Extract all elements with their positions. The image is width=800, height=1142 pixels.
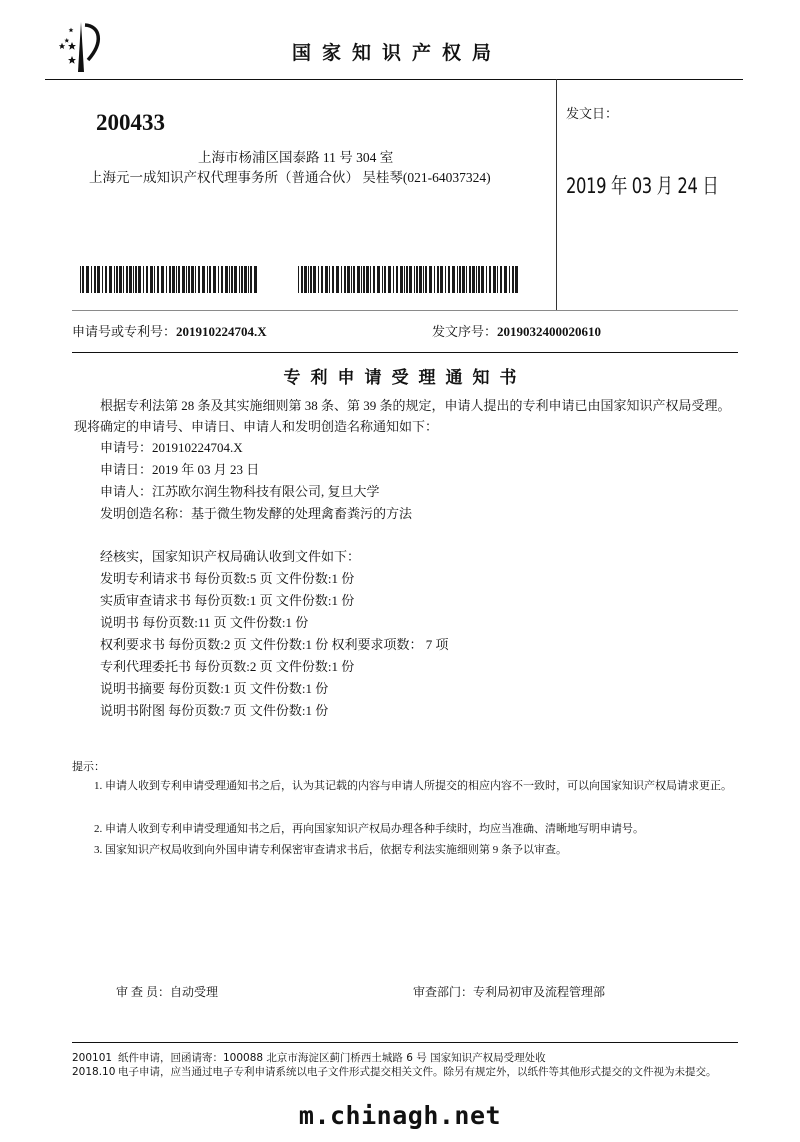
barcode-bar	[493, 266, 496, 293]
barcode-bar	[138, 266, 141, 293]
barcode-bar	[406, 266, 408, 293]
barcode-bar	[169, 266, 171, 293]
serial-number-value: 2019032400020610	[497, 324, 602, 339]
barcode-bar	[321, 266, 323, 293]
barcode-bar	[198, 266, 200, 293]
barcode-bar	[429, 266, 432, 293]
barcode-bar	[234, 266, 237, 293]
document-item: 实质审查请求书 每份页数:1 页 文件份数:1 份	[100, 593, 355, 608]
barcode-bar	[209, 266, 211, 293]
detail-invention-title	[100, 503, 412, 522]
serial-number-row	[432, 321, 601, 340]
barcode-bar	[437, 266, 439, 293]
barcode-bar	[82, 266, 84, 293]
barcode-bar	[363, 266, 365, 293]
barcode-bar	[161, 266, 164, 293]
barcode-bar	[373, 266, 375, 293]
barcode-bar	[188, 266, 190, 293]
barcode-bar	[313, 266, 316, 293]
detail-value: 基于微生物发酵的处理禽畜粪污的方法	[191, 506, 413, 521]
document-item: 说明书附图 每份页数:7 页 文件份数:1 份	[100, 703, 329, 718]
form-version: 2018.10	[72, 1066, 116, 1078]
detail-application-date	[100, 459, 259, 478]
barcode-bar	[129, 266, 132, 293]
barcode-bar	[182, 266, 185, 293]
top-divider	[45, 79, 743, 80]
barcode-bar	[318, 266, 319, 293]
barcode-bar	[434, 266, 435, 293]
barcode-bar	[459, 266, 461, 293]
barcode-bar	[157, 266, 159, 293]
detail-value: 201910224704.X	[152, 440, 243, 455]
barcode-bar	[325, 266, 328, 293]
barcode-bar	[195, 266, 196, 293]
barcode-bar	[80, 266, 81, 293]
barcode-bar	[393, 266, 394, 293]
tip-item-2: 2. 申请人收到专利申请受理通知书之后，再向国家知识产权局办理各种手续时，均应当准确、清晰地写明申请号。	[94, 823, 644, 835]
barcode-bar	[357, 266, 360, 293]
barcode-bar	[191, 266, 194, 293]
form-code: 200101	[72, 1052, 113, 1064]
barcode-bar	[332, 266, 334, 293]
recipient-address: 上海市杨浦区国泰路 11 号 304 室	[198, 150, 394, 165]
detail-value: 江苏欧尔润生物科技有限公司, 复旦大学	[152, 484, 380, 499]
barcode-bar	[452, 266, 455, 293]
watermark-text: m.chinagh.net	[298, 1101, 502, 1130]
barcode-bar	[404, 266, 405, 293]
document-item: 权利要求书 每份页数:2 页 文件份数:1 份 权利要求项数： 7 项	[100, 637, 449, 652]
barcode-bar	[425, 266, 427, 293]
barcode-bar	[489, 266, 491, 293]
barcode-bar	[221, 266, 223, 293]
barcode-bar	[344, 266, 346, 293]
send-date-label: 发文日：	[566, 106, 619, 121]
barcode-bar	[97, 266, 100, 293]
barcode-bar	[133, 266, 134, 293]
barcode-bar	[515, 266, 518, 293]
application-barcode	[80, 266, 262, 293]
barcode-bar	[250, 266, 252, 293]
detail-label: 申请日：	[100, 462, 153, 477]
barcode-bar	[91, 266, 92, 293]
barcode-bar	[135, 266, 137, 293]
barcode-bar	[504, 266, 507, 293]
barcode-bar	[481, 266, 484, 293]
barcode-bar	[347, 266, 350, 293]
barcode-bar	[225, 266, 228, 293]
tips-label: 提示：	[72, 761, 105, 773]
barcode-bar	[462, 266, 465, 293]
footer-divider	[72, 1042, 738, 1043]
document-title: 专利申请受理通知书	[283, 368, 527, 388]
barcode-bar	[440, 266, 443, 293]
barcode-bar	[423, 266, 424, 293]
barcode-bar	[178, 266, 180, 293]
barcode-bar	[466, 266, 467, 293]
send-date-value: 2019 年 03 月 24 日	[566, 174, 719, 198]
title-divider	[72, 352, 738, 353]
org-title: 国家知识产权局	[292, 42, 503, 64]
barcode-bar	[114, 266, 115, 293]
barcode-bar	[509, 266, 510, 293]
barcode-bar	[457, 266, 458, 293]
barcode-bar	[298, 266, 299, 293]
detail-label: 发明创造名称：	[100, 506, 192, 521]
serial-barcode	[298, 266, 520, 293]
barcode-bar	[448, 266, 450, 293]
barcode-bar	[384, 266, 386, 293]
barcode-bar	[310, 266, 312, 293]
barcode-bar	[351, 266, 352, 293]
barcode-bar	[478, 266, 480, 293]
barcode-bar	[126, 266, 128, 293]
barcode-bar	[472, 266, 475, 293]
barcode-bar	[239, 266, 240, 293]
postcode: 200433	[96, 110, 165, 135]
barcode-bar	[146, 266, 148, 293]
barcode-bar	[207, 266, 208, 293]
detail-label: 申请号：	[100, 440, 153, 455]
barcode-bar	[486, 266, 487, 293]
intro-paragraph: 根据专利法第 28 条及其实施细则第 38 条、第 39 条的规定，申请人提出的专利申请已由国家知识产权局受理。现将确定的申请号、申请日、申请人和发明创造名称通知如下：	[74, 398, 731, 434]
footer-paper-notice: 纸件申请，回函请寄：100088 北京市海淀区蓟门桥西土城路 6 号 国家知识产权局受理处收	[118, 1052, 546, 1064]
barcode-bar	[231, 266, 233, 293]
barcode-bar	[105, 266, 107, 293]
application-number-label: 申请号或专利号：	[72, 324, 177, 339]
barcode-bar	[304, 266, 307, 293]
barcode-bar	[102, 266, 103, 293]
barcode-bar	[476, 266, 477, 293]
examiner: 审 查 员：自动受理	[116, 985, 219, 999]
barcode-bar	[172, 266, 175, 293]
barcode-bar	[419, 266, 422, 293]
barcode-bar	[109, 266, 112, 293]
detail-value: 2019 年 03 月 23 日	[152, 462, 260, 477]
barcode-bar	[241, 266, 243, 293]
barcode-bar	[469, 266, 471, 293]
barcode-bar	[409, 266, 412, 293]
barcode-bar	[176, 266, 177, 293]
barcode-bar	[341, 266, 342, 293]
barcode-bar	[308, 266, 309, 293]
barcode-bar	[94, 266, 96, 293]
barcode-bar	[301, 266, 303, 293]
barcode-divider	[72, 310, 738, 311]
document-item: 说明书摘要 每份页数:1 页 文件份数:1 份	[100, 681, 329, 696]
document-item: 发明专利请求书 每份页数:5 页 文件份数:1 份	[100, 571, 355, 586]
barcode-bar	[396, 266, 398, 293]
barcode-bar	[254, 266, 257, 293]
serial-number-label: 发文序号：	[432, 324, 498, 339]
barcode-bar	[202, 266, 205, 293]
barcode-bar	[143, 266, 144, 293]
barcode-bar	[116, 266, 118, 293]
barcode-bar	[186, 266, 187, 293]
barcode-bar	[336, 266, 339, 293]
barcode-bar	[400, 266, 403, 293]
document-item: 专利代理委托书 每份页数:2 页 文件份数:1 份	[100, 659, 355, 674]
application-number-value: 201910224704.X	[176, 324, 267, 339]
barcode-bar	[154, 266, 155, 293]
barcode-bar	[512, 266, 514, 293]
detail-application-number	[100, 437, 243, 456]
footer-electronic-notice: 电子申请，应当通过电子专利申请系统以电子文件形式提交相关文件。除另有规定外，以纸件等其他形式提交的文件视为未提交。	[118, 1066, 717, 1078]
received-intro: 经核实，国家知识产权局确认收到文件如下：	[100, 549, 361, 564]
barcode-bar	[370, 266, 371, 293]
barcode-bar	[416, 266, 418, 293]
recipient-agency: 上海元一成知识产权代理事务所（普通合伙） 吴桂琴(021-64037324)	[89, 170, 491, 185]
barcode-bar	[382, 266, 383, 293]
examining-department: 审查部门：专利局初审及流程管理部	[413, 985, 606, 999]
application-number-row	[72, 321, 267, 340]
barcode-bar	[244, 266, 247, 293]
cnipa-logo-icon	[56, 20, 116, 75]
barcode-bar	[361, 266, 362, 293]
document-item: 说明书 每份页数:11 页 文件份数:1 份	[100, 615, 309, 630]
barcode-bar	[366, 266, 369, 293]
barcode-bar	[229, 266, 230, 293]
barcode-bar	[500, 266, 502, 293]
detail-applicant	[100, 481, 380, 500]
barcode-bar	[388, 266, 391, 293]
barcode-bar	[248, 266, 249, 293]
barcode-bar	[329, 266, 330, 293]
barcode-bar	[445, 266, 446, 293]
barcode-bar	[123, 266, 124, 293]
barcode-bar	[86, 266, 89, 293]
barcode-bar	[150, 266, 153, 293]
detail-label: 申请人：	[100, 484, 153, 499]
barcode-bar	[166, 266, 167, 293]
barcode-bar	[377, 266, 380, 293]
barcode-bar	[218, 266, 219, 293]
barcode-bar	[414, 266, 415, 293]
barcode-bar	[497, 266, 498, 293]
tip-item-3: 3. 国家知识产权局收到向外国申请专利保密审查请求书后，依据专利法实施细则第 9 条予以审查。	[94, 844, 567, 856]
barcode-bar	[213, 266, 216, 293]
tip-item-1: 1. 申请人收到专利申请受理通知书之后，认为其记载的内容与申请人所提交的相应内容不一致时，可以向国家知识产权局请求更正。	[94, 780, 732, 792]
barcode-bar	[119, 266, 122, 293]
barcode-bar	[353, 266, 355, 293]
vertical-divider	[556, 79, 557, 310]
